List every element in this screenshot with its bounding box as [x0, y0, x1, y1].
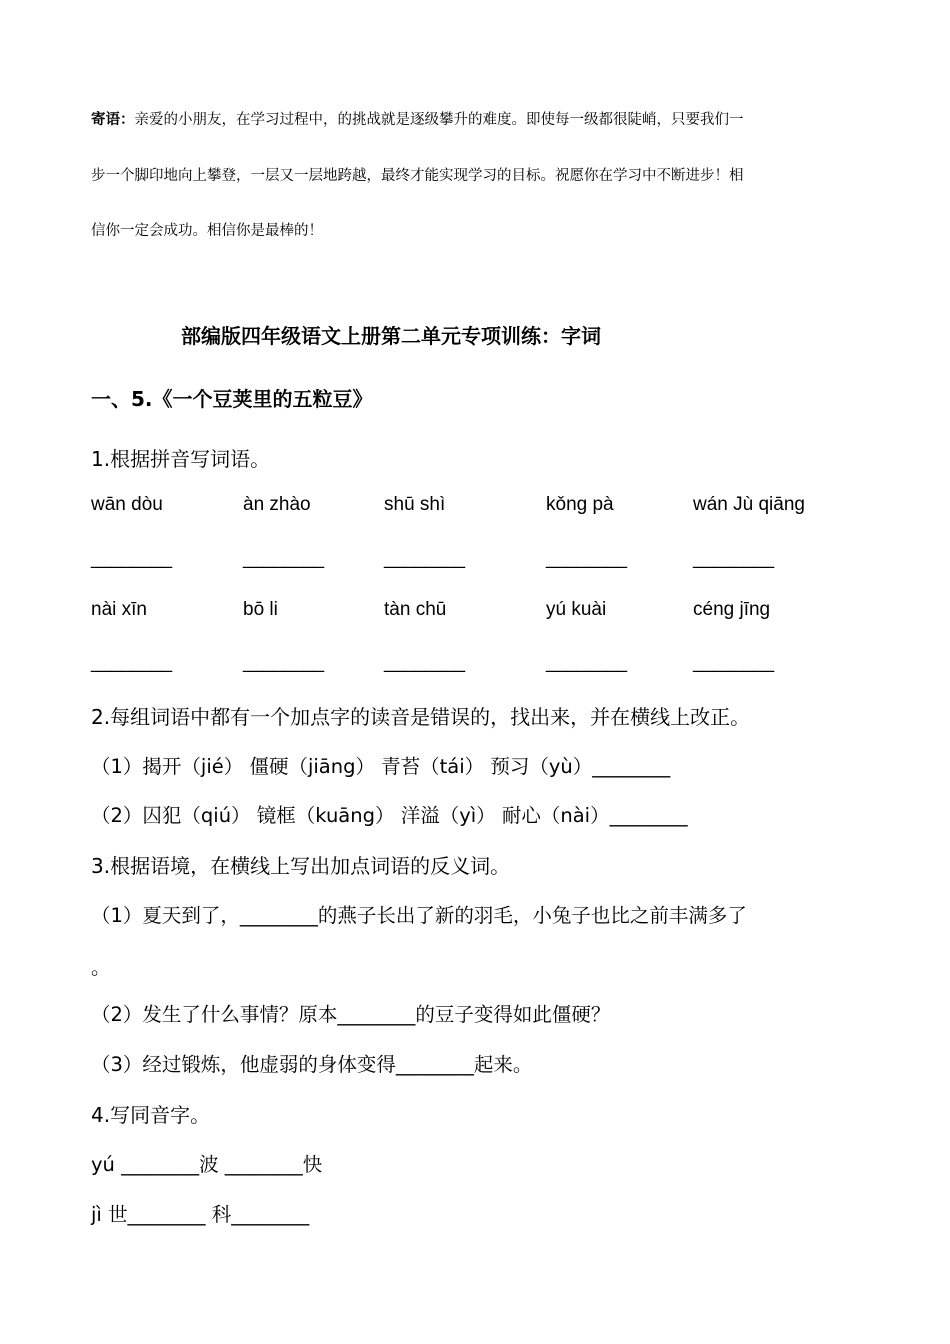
answer-blank[interactable]: ________: [91, 548, 172, 569]
answer-blank[interactable]: ________: [91, 652, 172, 673]
pinyin-item: shū shì: [384, 494, 446, 515]
answer-blank[interactable]: ________: [693, 652, 774, 673]
page-title: 部编版四年级语文上册第二单元专项训练：字词: [181, 324, 601, 348]
q2-prompt: 2.每组词语中都有一个加点字的读音是错误的，找出来，并在横线上改正。: [91, 705, 751, 729]
answer-blank[interactable]: ________: [243, 548, 324, 569]
q3-prompt: 3.根据语境，在横线上写出加点词语的反义词。: [91, 854, 511, 878]
pinyin-item: wān dòu: [91, 494, 163, 515]
q3-item-2: （2）发生了什么事情？原本________的豆子变得如此僵硬？: [91, 1003, 611, 1026]
q4-line-2: jì 世________ 科________: [91, 1203, 310, 1226]
note-line-1: [91, 108, 744, 129]
q1-prompt: 1.根据拼音写词语。: [91, 447, 271, 471]
pinyin-item: bō li: [243, 599, 278, 620]
pinyin-item: wán Jù qiāng: [693, 494, 805, 515]
note-text-1: 亲爱的小朋友，在学习过程中，的挑战就是逐级攀升的难度。即使每一级都很陡峭，只要我们一: [134, 112, 744, 128]
q3-item-3: （3）经过锻炼，他虚弱的身体变得________起来。: [91, 1053, 533, 1076]
pinyin-item: àn zhào: [243, 494, 311, 515]
q3-item-1: （1）夏天到了，________的燕子长出了新的羽毛，小兔子也比之前丰满多了: [91, 904, 747, 927]
pinyin-item: yú kuài: [546, 599, 607, 620]
q2-item-1: （1）揭开（jié） 僵硬（jiāng） 青苔（tái） 预习（yù）________: [91, 755, 671, 778]
pinyin-item: nài xīn: [91, 599, 147, 620]
answer-blank[interactable]: ________: [546, 548, 627, 569]
pinyin-item: tàn chū: [384, 599, 447, 620]
answer-blank[interactable]: ________: [546, 652, 627, 673]
pinyin-item: kǒng pà: [546, 494, 614, 515]
note-line-3: 信你一定会成功。相信你是最棒的！: [91, 223, 323, 239]
answer-blank[interactable]: ________: [243, 652, 324, 673]
section-heading: 一、5.《一个豆荚里的五粒豆》: [91, 387, 373, 411]
q3-item-1-end: 。: [91, 956, 111, 979]
answer-blank[interactable]: ________: [693, 548, 774, 569]
answer-blank[interactable]: ________: [384, 652, 465, 673]
q4-prompt: 4.写同音字。: [91, 1103, 211, 1127]
q4-line-1: yú ________波 ________快: [91, 1153, 323, 1176]
note-line-2: 步一个脚印地向上攀登，一层又一层地跨越，最终才能实现学习的目标。祝愿你在学习中不断进步！相: [91, 168, 744, 184]
pinyin-item: céng jīng: [693, 599, 771, 620]
note-label: 寄语：: [91, 111, 135, 128]
q2-item-2: （2）囚犯（qiú） 镜框（kuāng） 洋溢（yì） 耐心（nài）________: [91, 804, 688, 827]
answer-blank[interactable]: ________: [384, 548, 465, 569]
